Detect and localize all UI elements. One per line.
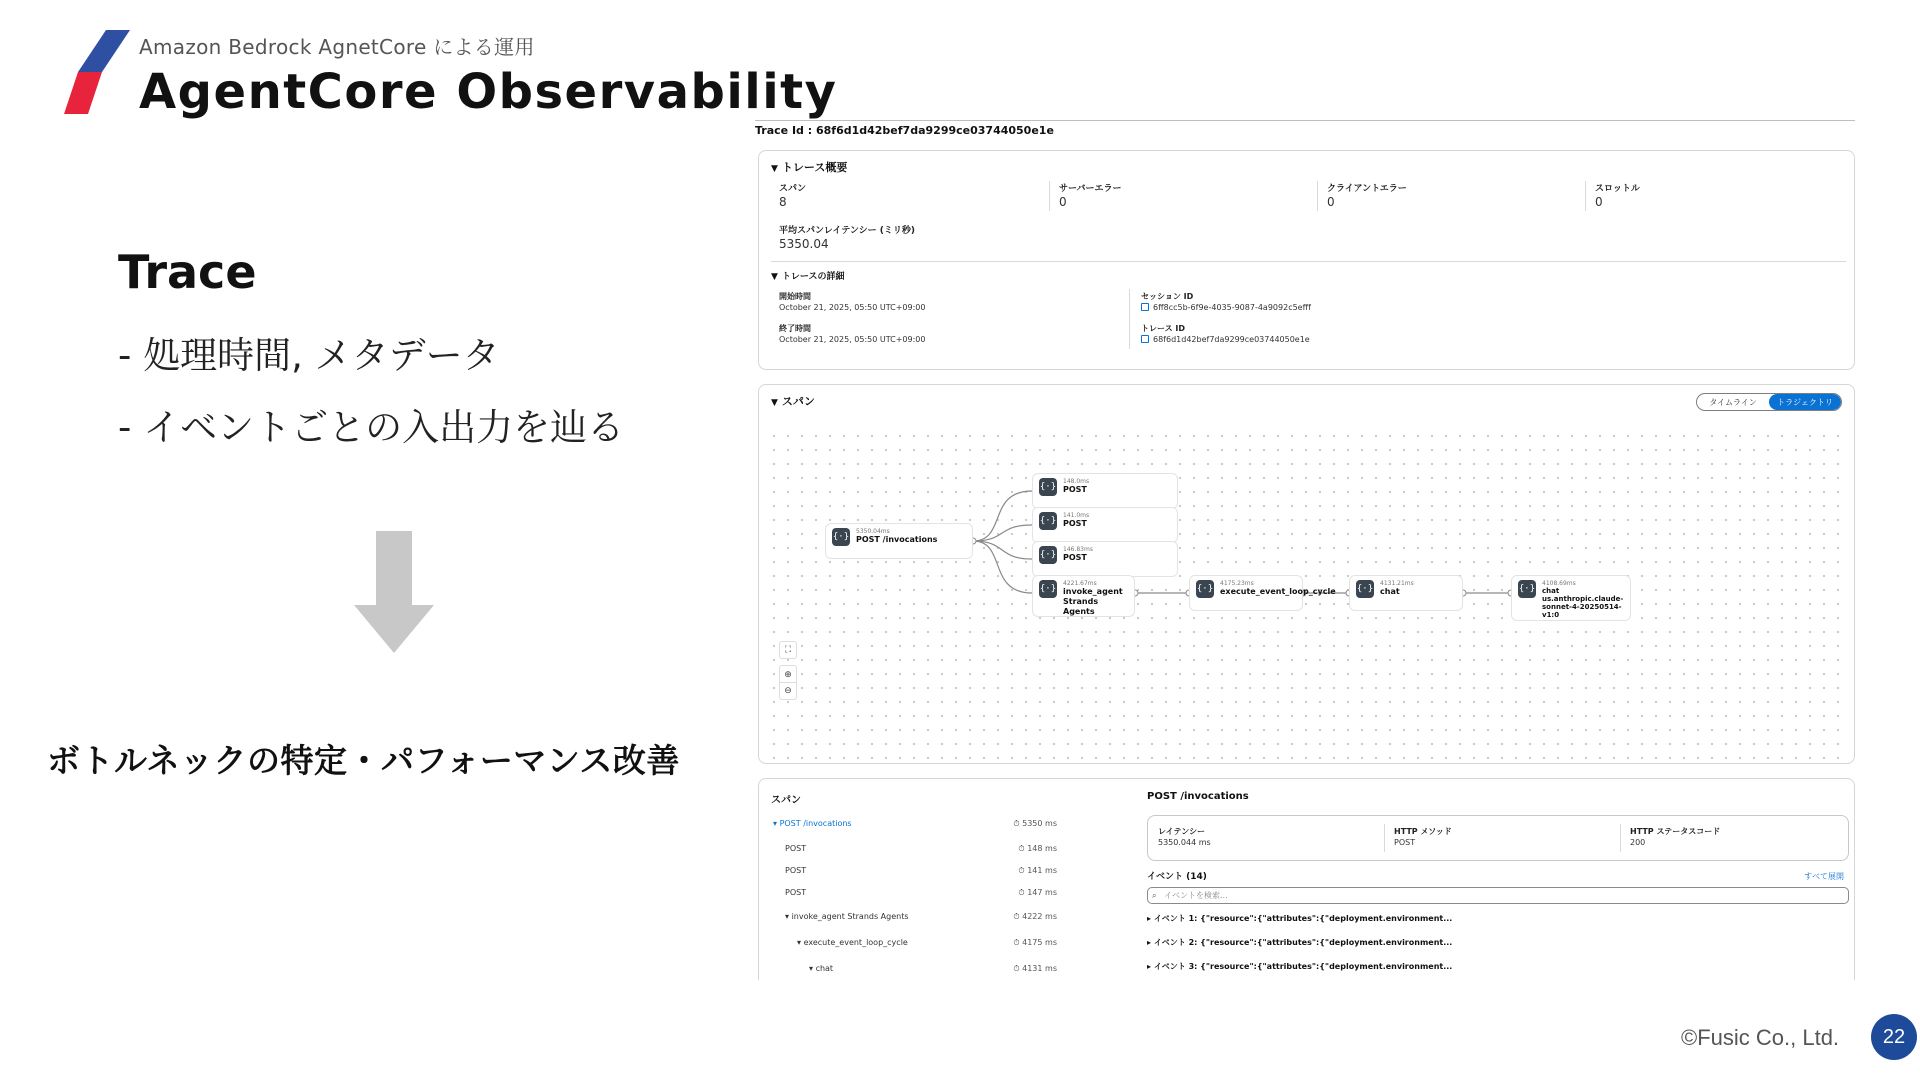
- trace-id-text: 68f6d1d42bef7da9299ce03744050e1e: [1153, 335, 1310, 344]
- divider: [1129, 289, 1130, 349]
- span-detail-panel: [758, 778, 1855, 980]
- caret-down-icon: ▾: [809, 964, 816, 973]
- session-id-text: 6ff8cc5b-6f9e-4035-9087-4a9092c5efff: [1153, 303, 1311, 312]
- end-time-value: October 21, 2025, 05:50 UTC+09:00: [779, 335, 926, 344]
- graph-node-chat-model[interactable]: [1511, 575, 1631, 621]
- start-time-value: October 21, 2025, 05:50 UTC+09:00: [779, 303, 926, 312]
- event-text: イベント 3: {"resource":{"attributes":{"deployment.environment...: [1153, 962, 1453, 971]
- span-row[interactable]: [797, 938, 1057, 947]
- graph-node-post[interactable]: [1032, 473, 1178, 509]
- latency-label: レイテンシー: [1158, 827, 1205, 836]
- metric-label: クライアントエラー: [1327, 184, 1407, 194]
- node-duration: 146.83ms: [1063, 546, 1093, 553]
- divider: [1049, 181, 1050, 211]
- span-icon: {·}: [1039, 580, 1057, 598]
- graph-node-invoke-agent[interactable]: [1032, 575, 1135, 617]
- span-row[interactable]: [785, 866, 1057, 875]
- span-duration: ⏱ 4131 ms: [1013, 964, 1057, 974]
- node-name: POST: [1063, 519, 1087, 528]
- http-method-label: HTTP メソッド: [1394, 827, 1452, 836]
- copy-icon[interactable]: [1141, 303, 1149, 311]
- node-duration: 4131.21ms: [1380, 580, 1414, 587]
- span-name: POST: [785, 866, 807, 875]
- latency-value: 5350.04: [779, 237, 829, 251]
- start-time-label: 開始時間: [779, 292, 811, 301]
- span-row[interactable]: [785, 844, 1057, 853]
- node-name: POST: [1063, 485, 1087, 494]
- span-icon: {·}: [1039, 512, 1057, 530]
- caret-right-icon: ▸: [1147, 962, 1154, 971]
- spans-graph-panel: [758, 384, 1855, 764]
- graph-node-post[interactable]: [1032, 507, 1178, 543]
- span-name: execute_event_loop_cycle: [803, 938, 908, 947]
- metric-label: サーバーエラー: [1059, 184, 1122, 194]
- caret-right-icon: ▸: [1147, 938, 1154, 947]
- event-search-input[interactable]: ⌕ イベントを検索...: [1147, 887, 1849, 904]
- events-title: イベント (14): [1147, 872, 1207, 882]
- observability-screenshot: [755, 120, 1855, 980]
- graph-node-root[interactable]: [825, 523, 973, 559]
- summary-toggle[interactable]: [771, 159, 847, 175]
- trace-heading: Trace: [118, 245, 257, 299]
- trace-id-field-label: トレース ID: [1141, 324, 1186, 333]
- details-toggle[interactable]: [771, 269, 844, 282]
- bullet-1: - 処理時間, メタデータ: [118, 334, 500, 377]
- event-text: イベント 2: {"resource":{"attributes":{"deployment.environment...: [1153, 938, 1453, 947]
- node-duration: 4221.67ms: [1063, 580, 1097, 587]
- event-row[interactable]: [1147, 961, 1452, 972]
- divider: [1317, 181, 1318, 211]
- span-duration: ⏱ 4175 ms: [1013, 938, 1057, 948]
- http-status-value: 200: [1630, 838, 1646, 847]
- selected-span-title: POST /invocations: [1147, 791, 1249, 802]
- divider: [1620, 824, 1621, 852]
- caret-down-icon: ▼: [771, 398, 778, 408]
- metric-value: 8: [779, 195, 787, 209]
- spans-title: スパン: [781, 395, 815, 408]
- node-name: chat: [1380, 587, 1400, 596]
- trace-id-value: [1141, 335, 1310, 344]
- divider: [771, 261, 1846, 262]
- span-duration: ⏱ 5350 ms: [1013, 819, 1057, 829]
- edge: [973, 491, 1032, 541]
- divider: [1384, 824, 1385, 852]
- latency-value: 5350.044 ms: [1158, 838, 1211, 847]
- slide-subtitle: Amazon Bedrock AgnetCore による運用: [139, 35, 535, 59]
- trace-summary-panel: [758, 150, 1855, 370]
- caret-down-icon: ▾: [773, 819, 780, 828]
- span-info-box: [1147, 815, 1849, 861]
- divider: [1585, 181, 1586, 211]
- node-name: POST /invocations: [856, 535, 938, 544]
- graph-node-chat[interactable]: [1349, 575, 1463, 611]
- caret-down-icon: ▾: [785, 912, 792, 921]
- zoom-out-icon[interactable]: ⊖: [779, 682, 797, 700]
- details-title: トレースの詳細: [781, 272, 845, 282]
- tab-timeline[interactable]: タイムライン: [1709, 397, 1757, 407]
- edge: [973, 525, 1032, 541]
- http-method-value: POST: [1394, 838, 1416, 847]
- fit-view-icon[interactable]: ⛶: [779, 641, 797, 659]
- event-row[interactable]: [1147, 913, 1452, 924]
- caret-down-icon: ▼: [771, 164, 778, 174]
- span-duration: ⏱ 4222 ms: [1013, 912, 1057, 922]
- node-duration: 148.0ms: [1063, 478, 1090, 485]
- fusic-logo: [64, 30, 134, 114]
- metric-value: 0: [1327, 195, 1335, 209]
- end-time-label: 終了時間: [779, 324, 811, 333]
- span-name: POST /invocations: [779, 819, 852, 828]
- copy-icon[interactable]: [1141, 335, 1149, 343]
- span-duration: ⏱ 141 ms: [1018, 866, 1057, 876]
- edge: [973, 541, 1032, 559]
- page-number: 22: [1871, 1014, 1917, 1060]
- span-row[interactable]: [773, 819, 1057, 828]
- span-icon: {·}: [1039, 546, 1057, 564]
- span-list-title: スパン: [771, 795, 801, 806]
- trace-id-label: Trace Id : 68f6d1d42bef7da9299ce03744050e1e: [755, 124, 1054, 137]
- span-row[interactable]: [785, 912, 1057, 921]
- node-duration: 4175.23ms: [1220, 580, 1254, 587]
- copyright: ©Fusic Co., Ltd.: [1681, 1025, 1840, 1050]
- view-toggle[interactable]: [1696, 393, 1842, 411]
- down-arrow-icon: [354, 531, 434, 653]
- expand-all-link[interactable]: すべて展開: [1804, 872, 1844, 881]
- span-row[interactable]: [809, 964, 1057, 973]
- session-id-label: セッション ID: [1141, 292, 1194, 301]
- latency-label: 平均スパンレイテンシー (ミリ秒): [779, 226, 916, 236]
- caret-down-icon: ▼: [771, 272, 778, 282]
- node-name: invoke_agent Strands Agents: [1063, 587, 1123, 616]
- metric-label: スロットル: [1595, 184, 1640, 194]
- span-name: POST: [785, 888, 807, 897]
- node-name: chat us.anthropic.claude-sonnet-4-20250514-v1:0: [1542, 587, 1624, 619]
- span-icon: {·}: [1356, 580, 1374, 598]
- node-duration: 4108.69ms: [1542, 580, 1576, 587]
- span-name: POST: [785, 844, 807, 853]
- span-name: chat: [815, 964, 834, 973]
- metric-value: 0: [1059, 195, 1067, 209]
- metric-value: 0: [1595, 195, 1603, 209]
- bullet-2: - イベントごとの入出力を辿る: [118, 406, 625, 449]
- edge: [973, 541, 1032, 593]
- tab-trajectory[interactable]: トラジェクトリ: [1769, 394, 1841, 410]
- trajectory-graph[interactable]: [767, 429, 1847, 759]
- caret-right-icon: ▸: [1147, 914, 1154, 923]
- span-row[interactable]: [785, 888, 1057, 897]
- caret-down-icon: ▾: [797, 938, 804, 947]
- node-name: execute_event_loop_cycle: [1220, 587, 1336, 596]
- spans-toggle[interactable]: [771, 393, 815, 409]
- event-text: イベント 1: {"resource":{"attributes":{"deployment.environment...: [1153, 914, 1453, 923]
- span-icon: {·}: [1039, 478, 1057, 496]
- span-name: invoke_agent Strands Agents: [791, 912, 909, 921]
- span-duration: ⏱ 148 ms: [1018, 844, 1057, 854]
- graph-node-event-loop[interactable]: [1189, 575, 1336, 611]
- metric-label: スパン: [779, 184, 807, 194]
- event-row[interactable]: [1147, 937, 1452, 948]
- conclusion-text: ボトルネックの特定・パフォーマンス改善: [47, 741, 680, 780]
- http-status-label: HTTP ステータスコード: [1630, 827, 1721, 836]
- node-duration: 5350.04ms: [856, 528, 890, 535]
- span-icon: {·}: [1196, 580, 1214, 598]
- span-icon: {·}: [832, 528, 850, 546]
- session-id-value: [1141, 303, 1311, 312]
- node-duration: 141.0ms: [1063, 512, 1090, 519]
- span-duration: ⏱ 147 ms: [1018, 888, 1057, 898]
- zoom-in-icon[interactable]: ⊕: [779, 665, 797, 683]
- span-icon: {·}: [1518, 580, 1536, 598]
- graph-node-post[interactable]: [1032, 541, 1178, 577]
- node-name: POST: [1063, 553, 1087, 562]
- summary-title: トレース概要: [781, 161, 848, 174]
- slide-title: AgentCore Observability: [139, 64, 838, 120]
